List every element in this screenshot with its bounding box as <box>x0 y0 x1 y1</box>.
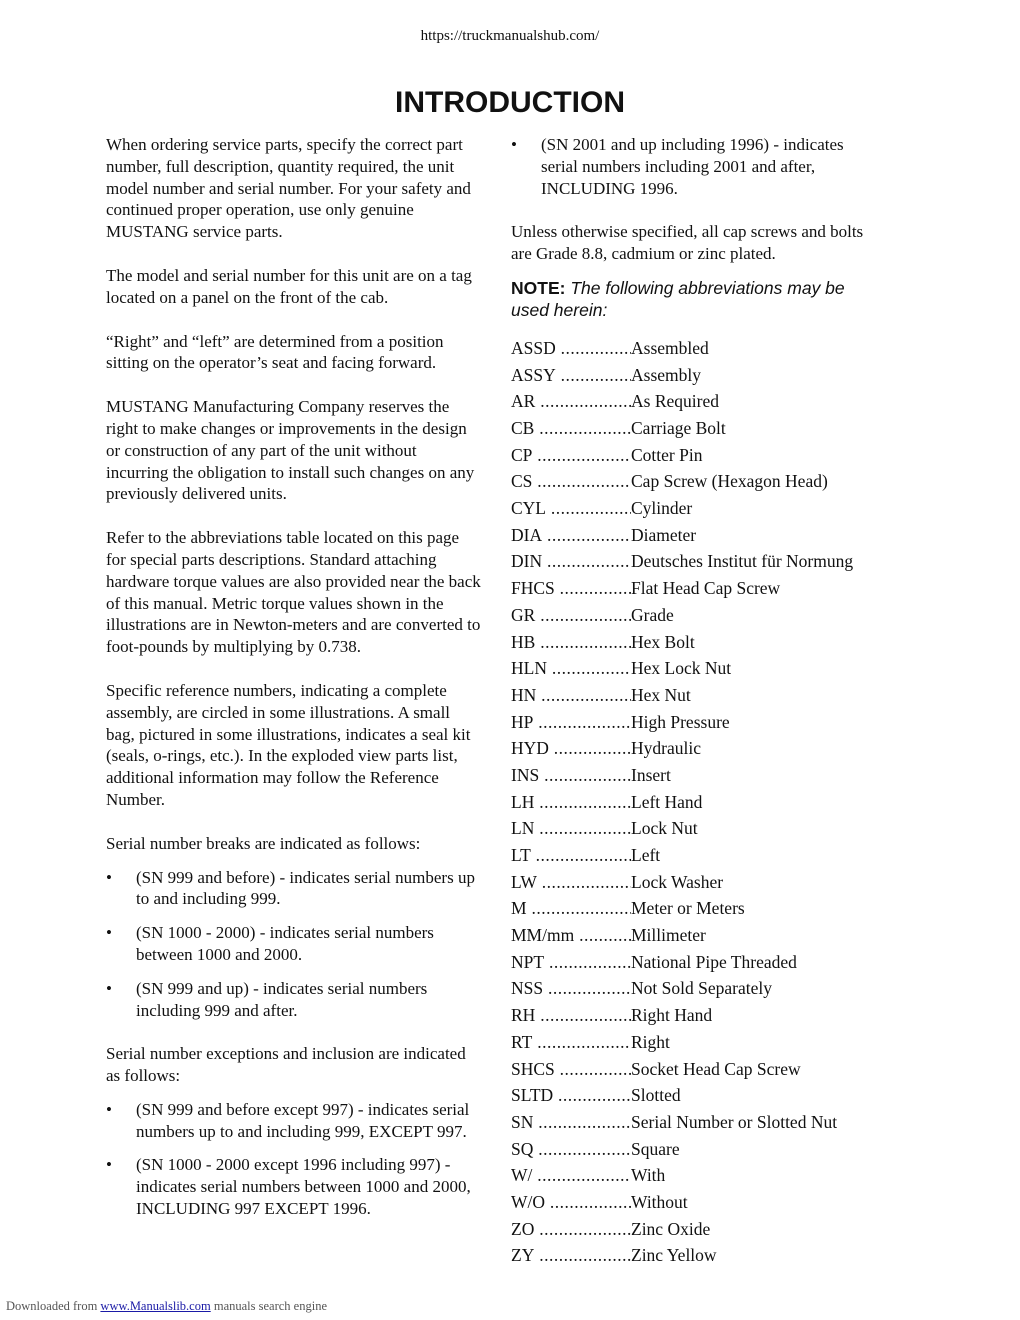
bullet-icon: • <box>106 1155 112 1175</box>
abbreviation-row <box>511 1109 876 1136</box>
note <box>511 277 876 321</box>
abbreviation-row <box>511 762 876 789</box>
abbreviation-code: SN ..... <box>511 1109 631 1136</box>
abbreviation-description: As Required <box>631 391 719 412</box>
list-item-text: (SN 999 and before) - indicates serial numbers up to and including 999. <box>136 867 475 909</box>
abbreviation-code: CP ..... <box>511 442 631 469</box>
abbreviation-description: Right Hand <box>631 1005 713 1026</box>
abbreviation-code: LH ..... <box>511 789 631 816</box>
abbreviation-description: Diameter <box>631 524 697 545</box>
abbreviation-description: Zinc Yellow <box>631 1245 717 1266</box>
exceptions-intro: Serial number exceptions and inclusion are indicated as follows: <box>106 1044 466 1086</box>
abbreviation-code: SHCS ..... <box>511 1056 631 1083</box>
paragraph-changes: MUSTANG Manufacturing Company reserves the right to make changes or improvements in the design or construction of any part of the unit without incurring the obligation to install such changes on any previously delivered units. <box>106 397 475 504</box>
abbreviation-row <box>511 1162 876 1189</box>
abbreviation-description: Serial Number or Slotted Nut <box>631 1111 838 1132</box>
abbreviation-row <box>511 895 876 922</box>
paragraph-reference-numbers: Specific reference numbers, indicating a complete assembly, are circled in some illustrations. A small bag, pictured in some illustrations, indicates a seal kit (seals, o-rings, etc.). In the exploded view parts list, additional information may follow the Reference Number. <box>106 680 471 809</box>
breaks-intro: Serial number breaks are indicated as follows: <box>106 833 421 853</box>
abbreviation-row <box>511 522 876 549</box>
abbreviation-row <box>511 548 876 575</box>
abbreviation-description: Zinc Oxide <box>631 1218 711 1239</box>
footer-prefix: Downloaded from <box>6 1299 101 1313</box>
abbreviation-code: CS ..... <box>511 468 631 495</box>
abbreviation-description: Assembled <box>631 337 709 358</box>
abbreviation-row <box>511 575 876 602</box>
abbreviation-description: Grade <box>631 604 674 625</box>
paragraph-abbreviations-ref: Refer to the abbreviations table located on this page for special parts descriptions. Standard attaching hardware torque values are also provided near the back of this manual. Metric torque values shown in the illustrations are in Newton-meters and are converted to foot-pounds by multiplying by 0.738. <box>106 528 481 657</box>
list-item <box>106 1154 481 1219</box>
abbreviation-description: Insert <box>631 764 671 785</box>
abbreviation-row <box>511 922 876 949</box>
abbreviation-description: Millimeter <box>631 925 706 946</box>
abbreviation-description: Cap Screw (Hexagon Head) <box>631 471 828 492</box>
bullet-icon: • <box>106 978 112 998</box>
left-column <box>106 134 481 1232</box>
bullet-icon: • <box>106 923 112 943</box>
abbreviation-code: HYD ..... <box>511 735 631 762</box>
abbreviation-row <box>511 1189 876 1216</box>
abbreviation-code: W/ ..... <box>511 1162 631 1189</box>
bullet-icon: • <box>106 867 112 887</box>
abbreviation-code: NPT ..... <box>511 949 631 976</box>
list-item-text: (SN 999 and up) - indicates serial numbers including 999 and after. <box>136 978 428 1020</box>
abbreviation-row <box>511 842 876 869</box>
note-text: The following abbreviations may be used herein: <box>511 277 845 320</box>
abbreviation-code: ASSD ..... <box>511 335 631 362</box>
abbreviation-description: Left Hand <box>631 791 703 812</box>
abbreviation-description: Lock Washer <box>631 871 724 892</box>
abbreviation-row <box>511 869 876 896</box>
abbreviation-description: High Pressure <box>631 711 730 732</box>
right-column <box>511 134 876 1269</box>
abbreviation-code: W/O ..... <box>511 1189 631 1216</box>
abbreviation-description: Slotted <box>631 1085 681 1106</box>
list-item <box>106 1099 481 1143</box>
abbreviation-description: Cylinder <box>631 498 693 519</box>
abbreviation-row <box>511 1136 876 1163</box>
abbreviation-description: Hex Nut <box>631 684 691 705</box>
abbreviation-description: Hex Bolt <box>631 631 695 652</box>
abbreviation-row <box>511 815 876 842</box>
abbreviation-row <box>511 415 876 442</box>
abbreviation-description: Right <box>631 1031 670 1052</box>
abbreviation-code: CYL ..... <box>511 495 631 522</box>
abbreviation-code: CB ..... <box>511 415 631 442</box>
abbreviation-row <box>511 1242 876 1269</box>
abbreviation-description: Lock Nut <box>631 818 698 839</box>
abbreviation-code: LW ..... <box>511 869 631 896</box>
abbreviation-code: HLN ..... <box>511 655 631 682</box>
footer <box>6 1299 327 1314</box>
abbreviation-description: Hydraulic <box>631 738 701 759</box>
abbreviation-code: ZY ..... <box>511 1242 631 1269</box>
list-item-text: (SN 1000 - 2000 except 1996 including 997) - indicates serial numbers between 1000 and 2000, INCLUDING 997 EXCEPT 1996. <box>136 1155 471 1219</box>
abbreviation-code: M ..... <box>511 895 631 922</box>
abbreviation-row <box>511 388 876 415</box>
abbreviation-row <box>511 735 876 762</box>
abbreviation-description: Not Sold Separately <box>631 978 772 999</box>
abbreviation-row <box>511 495 876 522</box>
abbreviation-row <box>511 789 876 816</box>
abbreviation-code: MM/mm ..... <box>511 922 631 949</box>
abbreviation-code: ASSY ..... <box>511 362 631 389</box>
abbreviation-description: National Pipe Threaded <box>631 951 797 972</box>
bullet-icon: • <box>511 135 517 154</box>
abbreviation-row <box>511 362 876 389</box>
abbreviation-description: Hex Lock Nut <box>631 658 732 679</box>
abbreviation-description: Socket Head Cap Screw <box>631 1058 801 1079</box>
abbreviation-code: FHCS ..... <box>511 575 631 602</box>
abbreviation-description: With <box>631 1165 666 1186</box>
abbreviation-description: Left <box>631 845 661 866</box>
abbreviation-description: Without <box>631 1191 688 1212</box>
abbreviation-code: LN ..... <box>511 815 631 842</box>
abbreviation-code: SQ ..... <box>511 1136 631 1163</box>
list-item <box>106 978 481 1022</box>
abbreviation-code: ZO ..... <box>511 1216 631 1243</box>
abbreviation-code: HP ..... <box>511 709 631 736</box>
abbreviation-row <box>511 1002 876 1029</box>
abbreviation-row <box>511 655 876 682</box>
list-item-text: (SN 999 and before except 997) - indicates serial numbers up to and including 999, EXCEPT 997. <box>136 1099 470 1141</box>
abbreviation-code: INS ..... <box>511 762 631 789</box>
abbreviation-description: Carriage Bolt <box>631 418 726 439</box>
abbreviation-code: GR ..... <box>511 602 631 629</box>
abbreviation-code: DIN ..... <box>511 548 631 575</box>
abbreviation-row <box>511 709 876 736</box>
abbreviation-code: DIA ..... <box>511 522 631 549</box>
list-item-text: (SN 2001 and up including 1996) - indicates serial numbers including 2001 and after, INCLUDING 1996. <box>541 135 844 198</box>
abbreviation-description: Meter or Meters <box>631 898 745 919</box>
abbreviation-row <box>511 975 876 1002</box>
paragraph-right-left: “Right” and “left” are determined from a position sitting on the operator’s seat and facing forward. <box>106 331 444 373</box>
list-item <box>106 922 481 966</box>
abbreviation-code: RT ..... <box>511 1029 631 1056</box>
note-label: NOTE: <box>511 277 566 298</box>
abbreviation-row <box>511 1216 876 1243</box>
abbreviation-row <box>511 1082 876 1109</box>
list-item-text: (SN 1000 - 2000) - indicates serial numbers between 1000 and 2000. <box>136 923 434 964</box>
abbreviation-description: Square <box>631 1138 680 1159</box>
abbreviation-description: Cotter Pin <box>631 444 703 465</box>
list-item <box>106 867 481 911</box>
abbreviation-code: HB ..... <box>511 629 631 656</box>
abbreviation-row <box>511 1029 876 1056</box>
manualslib-link[interactable]: www.Manualslib.com <box>100 1299 211 1313</box>
abbreviation-row <box>511 949 876 976</box>
bullet-icon: • <box>106 1099 112 1119</box>
grade-paragraph: Unless otherwise specified, all cap screws and bolts are Grade 8.8, cadmium or zinc plated. <box>511 222 864 264</box>
abbreviation-row <box>511 468 876 495</box>
abbreviation-code: AR ..... <box>511 388 631 415</box>
abbreviation-description: Assembly <box>631 364 701 385</box>
abbreviation-row <box>511 629 876 656</box>
abbreviation-code: HN ..... <box>511 682 631 709</box>
footer-suffix: manuals search engine <box>210 1299 327 1313</box>
abbreviation-code: NSS ..... <box>511 975 631 1002</box>
abbreviations-table <box>511 335 876 1269</box>
list-item <box>511 134 876 199</box>
abbreviation-code: SLTD ..... <box>511 1082 631 1109</box>
abbreviation-description: Flat Head Cap Screw <box>631 578 781 599</box>
abbreviation-code: RH ..... <box>511 1002 631 1029</box>
paragraph-ordering: When ordering service parts, specify the correct part number, full description, quantity required, the unit model number and serial number. For your safety and continued proper operation, use only genuine MUSTANG service parts. <box>106 135 471 242</box>
page-title: INTRODUCTION <box>395 86 625 119</box>
abbreviation-row <box>511 602 876 629</box>
abbreviation-row <box>511 335 876 362</box>
paragraph-serial-tag: The model and serial number for this unit are on a tag located on a panel on the front of the cab. <box>106 265 472 307</box>
abbreviation-row <box>511 1056 876 1083</box>
abbreviation-row <box>511 442 876 469</box>
abbreviation-description: Deutsches Institut für Normung <box>631 551 854 572</box>
header-url: https://truckmanualshub.com/ <box>420 28 600 44</box>
abbreviation-code: LT ..... <box>511 842 631 869</box>
abbreviation-row <box>511 682 876 709</box>
